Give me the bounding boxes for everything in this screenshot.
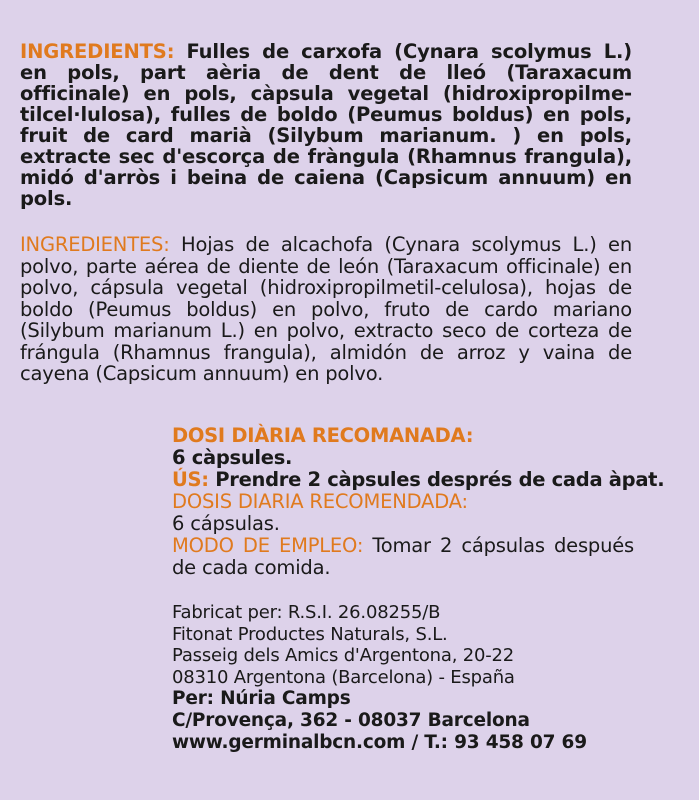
manufacturer-info: [172, 602, 642, 753]
distributor-address: C/Provença, 362 - 08037 Barcelona: [172, 709, 530, 731]
dosage-catalan-label: DOSI DIÀRIA RECOMANADA:: [172, 424, 474, 447]
ingredients-catalan: [20, 41, 632, 209]
manufacturer-registration: Fabricat per: R.S.I. 26.08255/B: [172, 602, 441, 623]
usage-catalan: [172, 468, 665, 491]
distributor-contact: www.germinalbcn.com / T.: 93 458 07 69: [172, 731, 587, 753]
dosage-spanish-label: DOSIS DIARIA RECOMENDADA:: [172, 490, 468, 513]
dosage-spanish-amount: 6 cápsulas.: [172, 512, 280, 535]
usage-catalan-label: ÚS:: [172, 468, 209, 491]
dosage-catalan-amount: 6 càpsules.: [172, 446, 293, 469]
distributor-name: Per: Núria Camps: [172, 688, 351, 710]
manufacturer-city: 08310 Argentona (Barcelona) - España: [172, 666, 515, 688]
ingredients-spanish: [20, 234, 632, 385]
ingredients-catalan-label: INGREDIENTS:: [20, 40, 175, 63]
usage-spanish-label: MODO DE EMPLEO:: [172, 534, 364, 557]
ingredients-spanish-text: Hojas de alcachofa (Cynara scolymus L.) en polvo, parte aérea de diente de león (Taraxacum officinale) en polvo, cápsula vegetal (hidroxipropilmetil-celulosa), hojas de boldo (Peumus boldus) en polvo, fruto de cardo mariano (Silybum marianum L.) en polvo, extracto seco de corteza de frángula (Rhamnus frangula), almidón de arroz y vaina de cayena (Capsicum annuum) en polvo.: [20, 233, 633, 385]
dosage-catalan: [172, 424, 665, 491]
ingredients-catalan-text: Fulles de carxofa (Cynara scolymus L.) en pols, part aèria de dent de lleó (Taraxacum officinale) en pols, càpsula vegetal (hidroxipropilme-tilcel·lulosa), fulles de boldo (Peumus boldus) en pols, fruit de card marià (Silybum marianum. ) en pols, extracte sec d'escorça de fràngula (Rhamnus frangula), midó d'arròs i beina de caiena (Capsicum annuum) en pols.: [20, 40, 633, 210]
manufacturer-street: Passeig dels Amics d'Argentona, 20-22: [172, 645, 515, 667]
ingredients-spanish-label: INGREDIENTES:: [20, 233, 170, 256]
usage-spanish: [172, 535, 634, 579]
usage-spanish-text: Tomar 2 cápsulas después de cada comida.: [172, 534, 634, 579]
usage-catalan-text: Prendre 2 càpsules després de cada àpat.: [215, 468, 665, 491]
dosage-spanish: [172, 491, 642, 579]
manufacturer-company: Fitonat Productes Naturals, S.L.: [172, 623, 448, 645]
